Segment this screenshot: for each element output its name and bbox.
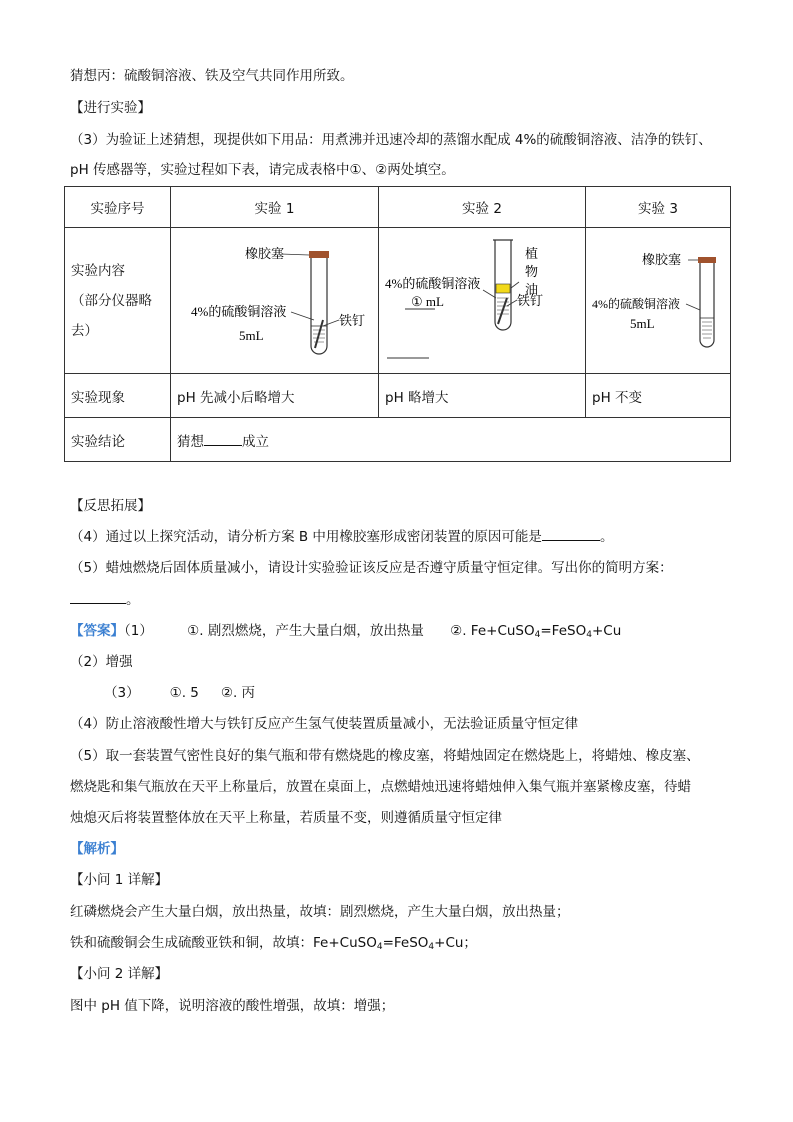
- answer-3-num: （3）: [104, 685, 140, 701]
- reflect-title: 【反思拓展】: [70, 498, 151, 514]
- exp2-oil-label: 油: [525, 282, 539, 297]
- rubber-stopper-icon: [309, 251, 329, 258]
- rubber-stopper-icon: [698, 257, 716, 263]
- exp1-stopper-label: 橡胶塞: [245, 246, 285, 261]
- exp3-stopper-label: 橡胶塞: [642, 252, 682, 267]
- exp2-test-tube-diagram: [379, 228, 585, 373]
- header-cell: 实验序号: [65, 187, 171, 228]
- exp3-solution-label: 4%的硫酸铜溶液: [592, 297, 680, 311]
- exp2-oil-label: 物: [525, 264, 539, 279]
- phenomenon-label: 实验现象: [65, 374, 171, 418]
- answer-1-num: （1）: [124, 623, 153, 639]
- experiment-table: [64, 186, 731, 462]
- header-cell: 实验 2: [379, 187, 586, 228]
- exp2-nail-label: 铁钉: [517, 293, 544, 308]
- q5-blank-line: [70, 590, 140, 610]
- q4-line: [70, 527, 613, 547]
- analysis-tag: 【解析】: [70, 841, 124, 857]
- section-experiment-title: 【进行实验】: [70, 100, 151, 116]
- answer-line-3: [104, 683, 255, 703]
- q4-text: （4）通过以上探究活动，请分析方案 B 中用橡胶塞形成密闭装置的原因可能是: [70, 529, 542, 545]
- answer-line-2: （2）增强: [70, 654, 133, 670]
- answer-3-part2: ②. 丙: [220, 685, 256, 701]
- conclusion-cell: [171, 418, 731, 462]
- sub1-title: 【小问 1 详解】: [70, 872, 169, 888]
- header-cell: 实验 3: [586, 187, 731, 228]
- answer-3-part1: ①. 5: [169, 685, 199, 701]
- answer-line-5a: （5）取一套装置气密性良好的集气瓶和带有燃烧匙的橡皮塞，将蜡烛固定在燃烧匙上，将蜡烛、橡皮塞、: [70, 748, 700, 764]
- answer-line-4: （4）防止溶液酸性增大与铁钉反应产生氢气使装置质量减小，无法验证质量守恒定律: [70, 716, 579, 732]
- table-row-phenomenon: [65, 374, 731, 418]
- content-label-line: 实验内容: [71, 262, 125, 279]
- sub2-line1: 图中 pH 值下降，说明溶液的酸性增强，故填：增强；: [70, 998, 395, 1014]
- exp2-blank-label: ① mL: [411, 294, 444, 309]
- q5-line: （5）蜡烛燃烧后固体质量减小，请设计实验验证该反应是否遵守质量守恒定律。写出你的简明方案：: [70, 560, 673, 576]
- answer-line-5c: 烛熄灭后将装置整体放在天平上称量，若质量不变，则遵循质量守恒定律: [70, 810, 502, 826]
- answer-line-5b: 燃烧匙和集气瓶放在天平上称量后，放置在桌面上，点燃蜡烛迅速将蜡烛伸入集气瓶并塞紧橡皮塞，待蜡: [70, 779, 691, 795]
- exp1-volume-label: 5mL: [239, 328, 264, 343]
- vegetable-oil-layer: [496, 284, 510, 293]
- test-tube-icon: [311, 258, 327, 354]
- answer-1-part2: ②. Fe+CuSO$_4$=FeSO$_4$+Cu: [450, 623, 622, 640]
- conclusion-label: 实验结论: [65, 418, 171, 462]
- q4-blank: [542, 527, 600, 541]
- table-row-content: [65, 228, 731, 374]
- answer-line-1: [70, 621, 621, 645]
- header-cell: 实验 1: [171, 187, 379, 228]
- content-label-line: 去）: [71, 322, 98, 339]
- exp3-volume-label: 5mL: [630, 316, 655, 331]
- q4-end: 。: [599, 529, 614, 545]
- exp2-solution-label: 4%的硫酸铜溶液: [385, 276, 481, 291]
- q5-blank: [70, 590, 126, 604]
- sub1-line2: 铁和硫酸铜会生成硫酸亚铁和铜，故填：Fe+CuSO$_4$=FeSO$_4$+Cu；: [70, 935, 477, 952]
- exp1-phenomenon: pH 先减小后略增大: [171, 374, 379, 418]
- exp2-phenomenon: pH 略增大: [379, 374, 586, 418]
- q5-end: 。: [126, 592, 140, 608]
- q3-line1: （3）为验证上述猜想，现提供如下用品：用煮沸并迅速冷却的蒸馏水配成 4%的硫酸铜溶液、洁净的铁钉、: [70, 132, 712, 148]
- exp2-diagram-cell: [379, 228, 586, 374]
- exp1-test-tube-diagram: [171, 228, 377, 373]
- exp1-diagram-cell: [171, 228, 379, 374]
- guess-c-text: 猜想丙：硫酸铜溶液、铁及空气共同作用所致。: [70, 68, 354, 84]
- content-label-cell: [65, 228, 171, 374]
- sub2-title: 【小问 2 详解】: [70, 966, 169, 982]
- conclusion-suffix: 成立: [242, 433, 269, 450]
- exp3-diagram-cell: [586, 228, 731, 374]
- exp3-test-tube-diagram: [586, 228, 730, 373]
- q3-line2: pH 传感器等，实验过程如下表，请完成表格中①、②两处填空。: [70, 162, 455, 178]
- exp1-solution-label: 4%的硫酸铜溶液: [191, 304, 287, 319]
- conclusion-prefix: 猜想: [177, 433, 204, 450]
- answer-1-part1: ①. 剧烈燃烧，产生大量白烟，放出热量: [187, 623, 424, 639]
- exp2-oil-label: 植: [525, 246, 539, 261]
- exp3-phenomenon: pH 不变: [586, 374, 731, 418]
- table-row-conclusion: [65, 418, 731, 462]
- content-label-line: （部分仪器略: [71, 292, 152, 309]
- blank-2-line: [204, 432, 242, 446]
- test-tube-icon: [700, 263, 714, 347]
- sub1-line1: 红磷燃烧会产生大量白烟，放出热量，故填：剧烈燃烧，产生大量白烟，放出热量；: [70, 904, 570, 920]
- exp1-nail-label: 铁钉: [339, 313, 366, 328]
- answer-tag: 【答案】: [70, 623, 124, 639]
- table-header-row: [65, 187, 731, 228]
